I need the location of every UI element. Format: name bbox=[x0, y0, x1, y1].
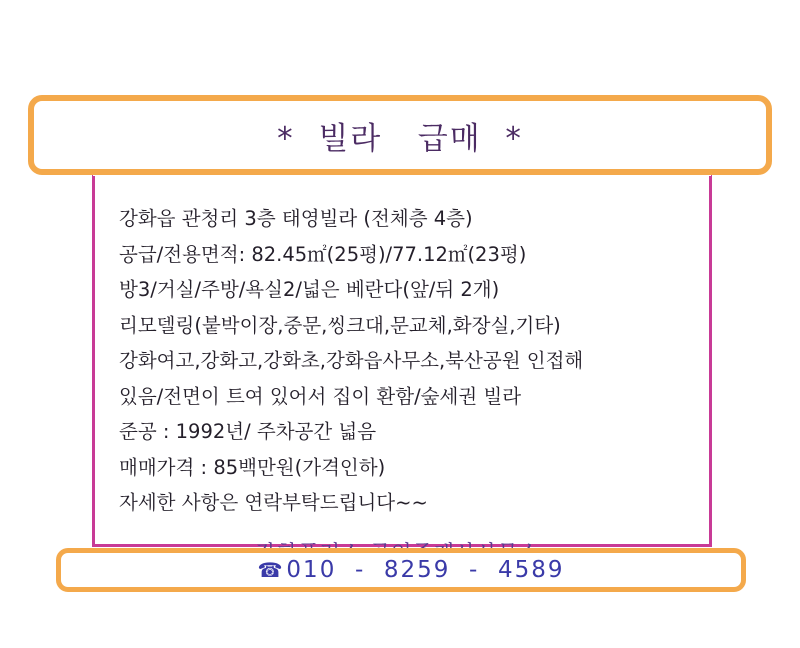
listing-line: 준공 : 1992년/ 주차공간 넓음 bbox=[119, 420, 377, 443]
phone-number: 010 - 8259 - 4589 bbox=[286, 557, 565, 583]
listing-line: 방3/거실/주방/욕실2/넓은 베란다(앞/뒤 2개) bbox=[119, 278, 500, 301]
page-title: * 빌라 급매 * bbox=[277, 120, 523, 157]
listing-line: 자세한 사항은 연락부탁드립니다~~ bbox=[119, 491, 428, 514]
listing-line: 공급/전용면적: 82.45㎡(25평)/77.12㎡(23평) bbox=[119, 242, 527, 266]
listing-line: 리모델링(붙박이장,중문,씽크대,문교체,화장실,기타) bbox=[119, 313, 561, 337]
listing-line: 강화여고,강화고,강화초,강화읍사무소,북산공원 인접해 bbox=[119, 349, 584, 372]
phone-number-row bbox=[61, 553, 751, 587]
listing-details-text bbox=[119, 201, 695, 567]
listing-line: 강화읍 관청리 3층 태영빌라 (전체층 4층) bbox=[119, 207, 473, 230]
listing-line: 매매가격 : 85백만원(가격인하) bbox=[119, 455, 386, 479]
footer-banner bbox=[56, 548, 746, 592]
listing-details-box bbox=[92, 172, 712, 547]
listing-line: 있음/전면이 트여 있어서 집이 환함/숲세권 빌라 bbox=[119, 384, 522, 408]
telephone-icon: ☎ bbox=[257, 558, 285, 582]
header-banner bbox=[28, 95, 772, 175]
